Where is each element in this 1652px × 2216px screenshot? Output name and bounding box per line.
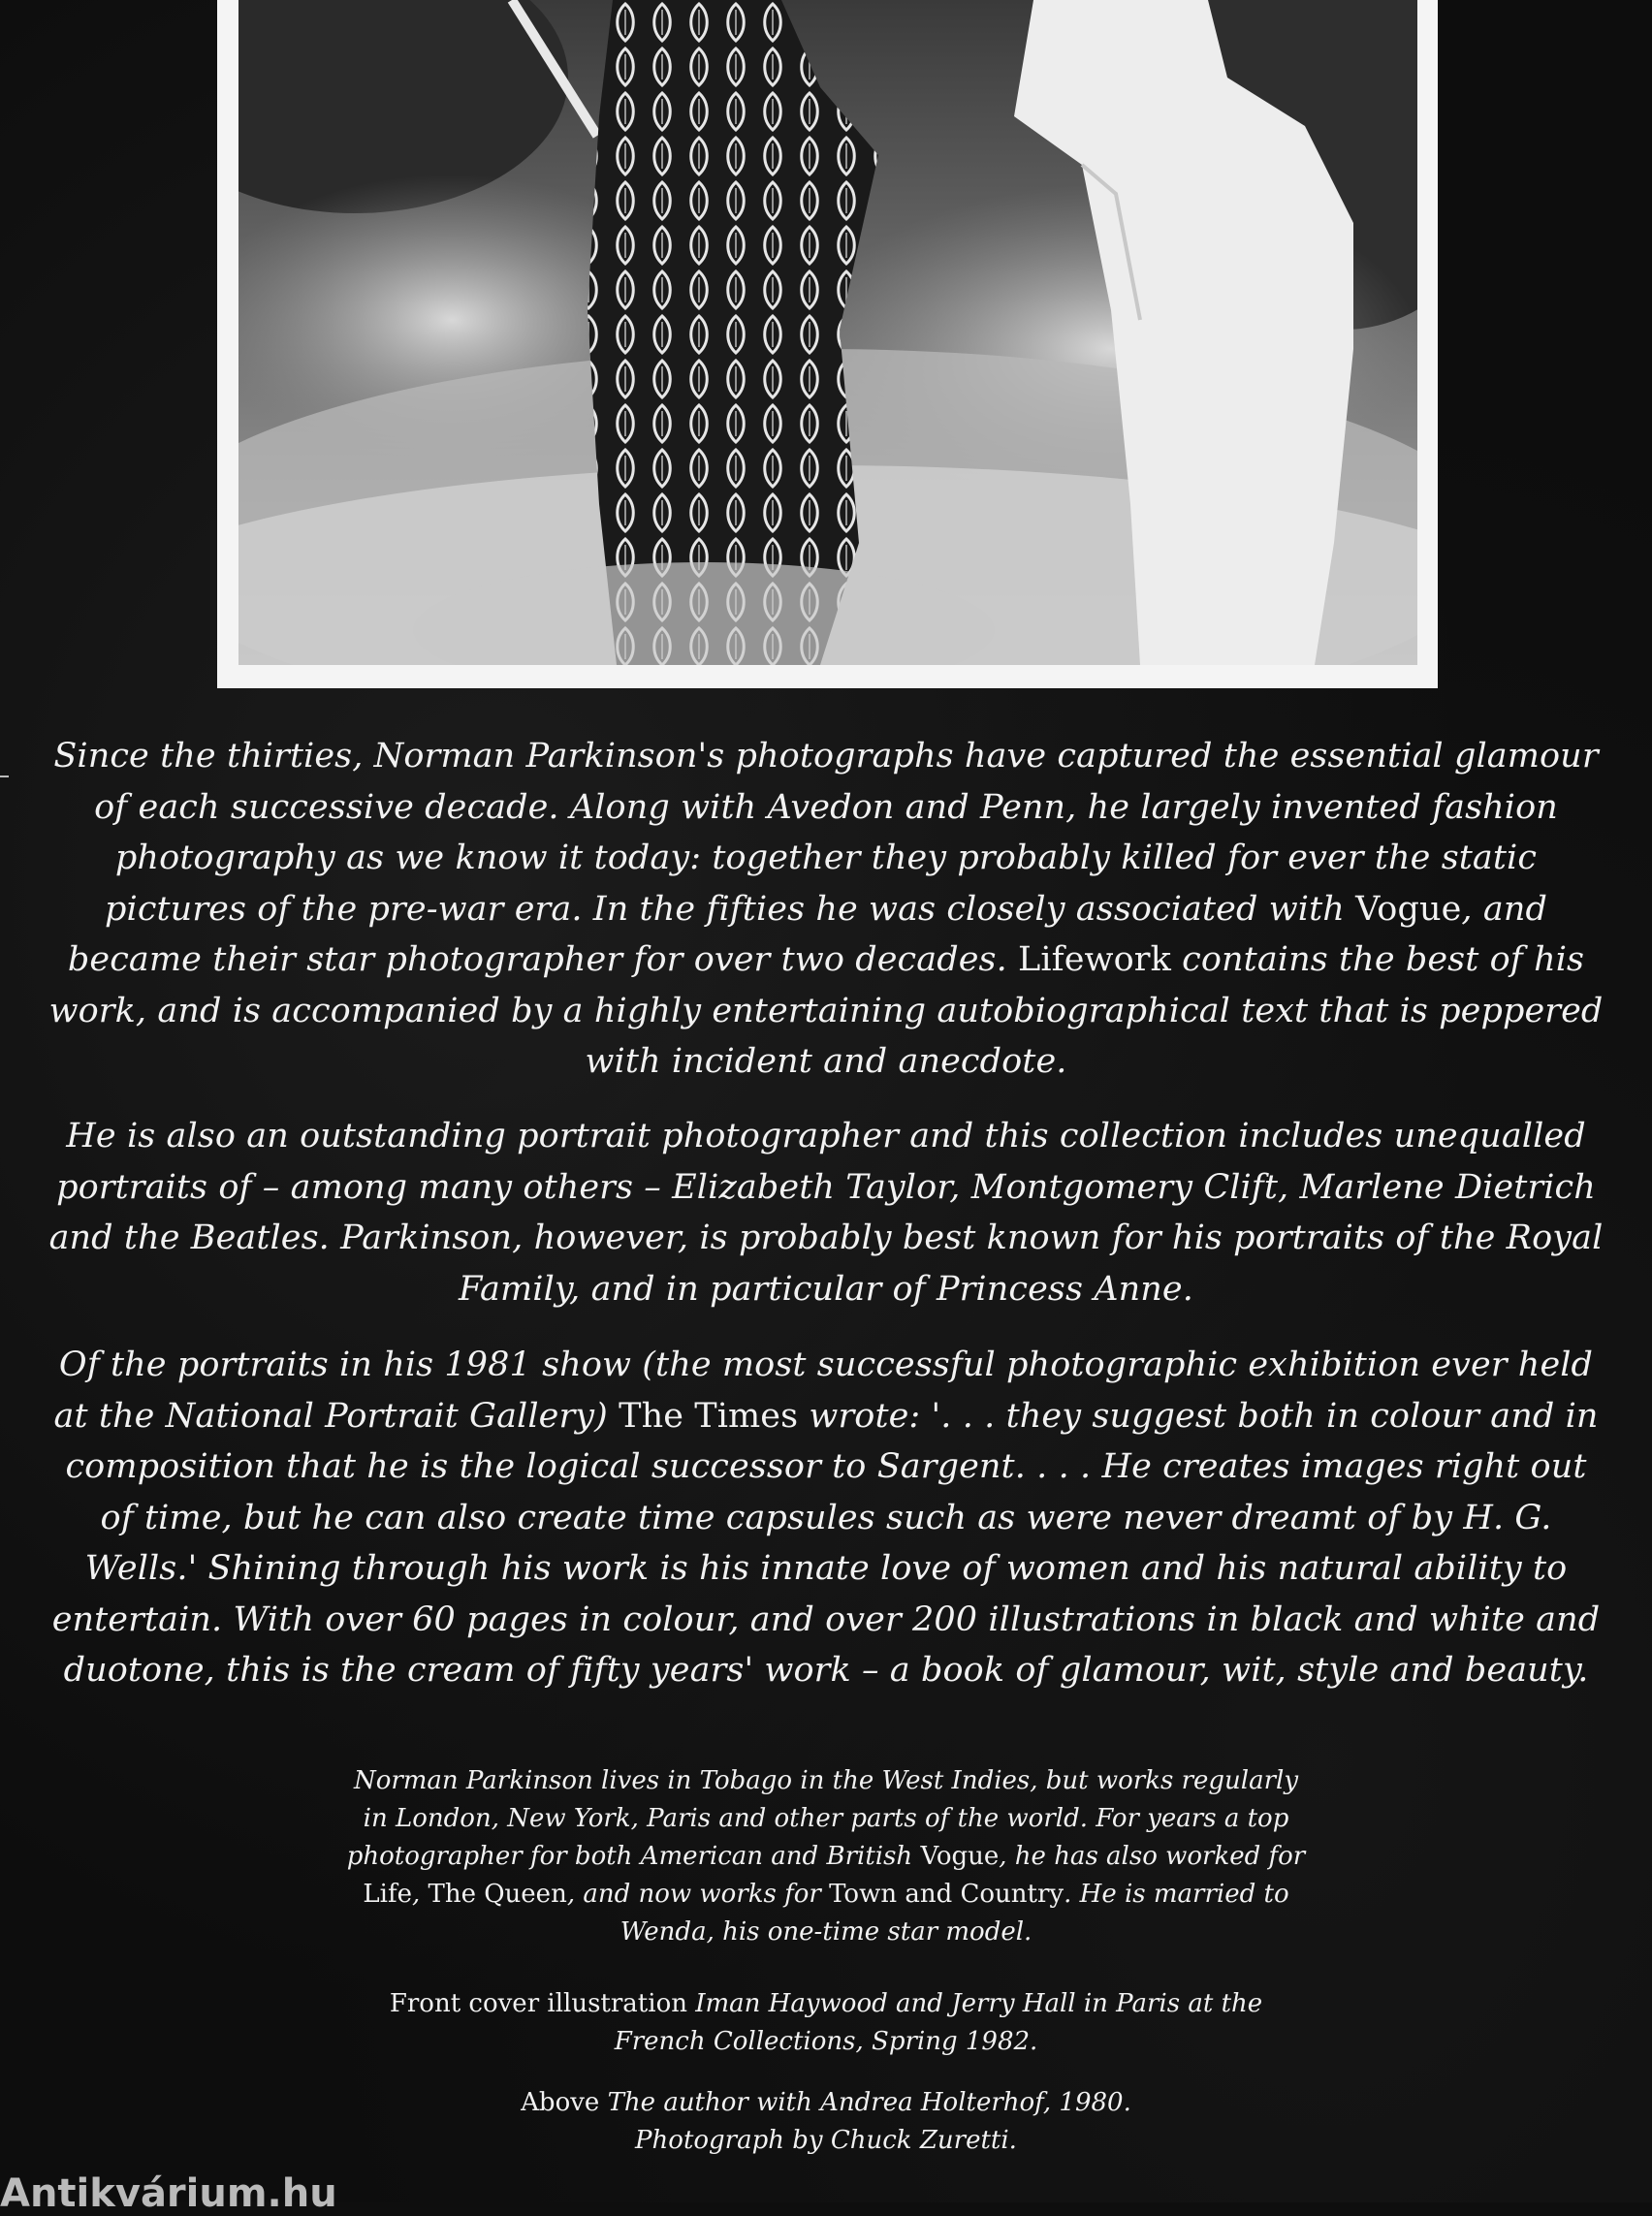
photograph-credit: Photograph by Chuck Zuretti. bbox=[635, 2126, 1017, 2155]
bio-text-d: , and now works for bbox=[566, 1880, 830, 1909]
bio-text-a: Norman Parkinson lives in Tobago in the West Indies, but works regularly in London, New York, Paris and other parts of the world. For years a top photographer for both American and British bbox=[346, 1766, 1299, 1871]
photo-frame bbox=[217, 0, 1438, 688]
cover-photograph bbox=[238, 0, 1417, 665]
bio-text-b: , he has also worked for bbox=[999, 1842, 1306, 1871]
blurb-paragraph-3 bbox=[47, 1340, 1605, 1696]
p1-text-a: Since the thirties, Norman Parkinson's photographs have captured the essential glamour of each successive decade. Along with Avedon and Penn, he largely invented fashion photography as we know it today: together they probably killed for ever the static pictures of the pre-war era. In the fifties he was closely associated with bbox=[53, 737, 1599, 929]
bio-vogue: Vogue bbox=[920, 1842, 1000, 1871]
p1-text-c: contains the best of his work, and is accompanied by a highly entertaining autobiographical text that is peppered with incident and anecdote. bbox=[48, 940, 1604, 1081]
bio-town-and-country: Town and Country bbox=[829, 1880, 1064, 1909]
author-bio bbox=[341, 1762, 1311, 1951]
above-label: Above bbox=[521, 2088, 600, 2117]
the-times-title: The Times bbox=[619, 1396, 799, 1436]
blurb-paragraph-1 bbox=[47, 731, 1605, 1088]
front-cover-credit bbox=[341, 1985, 1311, 2061]
bio-life: Life bbox=[363, 1880, 412, 1909]
p1-text-b: , and became their star photographer for over two decades. bbox=[67, 889, 1547, 979]
photograph-illustration bbox=[238, 0, 1417, 665]
p3-text-b: wrote: '. . . they suggest both in colour and in composition that he is the logical successor to Sargent. . . . He creates images right out of time, but he can also create time capsules such as were never dreamt of by H. G. Wells.' Shining through his work is his innate love of women and his natural ability to entertain. With over 60 pages in colour, and over 200 illustrations in black and white and duotone, this is the cream of fifty years' work – a book of glamour, wit, style and beauty. bbox=[51, 1396, 1601, 1690]
front-cover-label: Front cover illustration bbox=[389, 1989, 687, 2018]
edge-mark bbox=[0, 776, 9, 777]
bio-the-queen: The Queen bbox=[428, 1880, 567, 1909]
p2-text: He is also an outstanding portrait photographer and this collection includes unequalled portraits of – among many others – Elizabeth Taylor, Montgomery Clift, Marlene Dietrich and the Beatles. Parkinson, however, is probably best known for his portraits of the Royal Family, and in particular of Princess Anne. bbox=[48, 1117, 1604, 1309]
vogue-title: Vogue bbox=[1355, 889, 1462, 929]
above-photo-credit bbox=[341, 2084, 1311, 2160]
front-cover-text: Iman Haywood and Jerry Hall in Paris at the French Collections, Spring 1982. bbox=[614, 1989, 1263, 2056]
lifework-title: Lifework bbox=[1018, 940, 1171, 979]
blurb-paragraph-2 bbox=[47, 1111, 1605, 1314]
bio-text-e: . He is married to Wenda, his one-time star model. bbox=[620, 1880, 1289, 1947]
watermark: Antikvárium.hu bbox=[0, 2171, 337, 2216]
p3-text-a: Of the portraits in his 1981 show (the most successful photographic exhibition ever held at the National Portrait Gallery) bbox=[53, 1345, 1594, 1436]
bio-text-c: , bbox=[411, 1880, 429, 1909]
above-text: The author with Andrea Holterhof, 1980. bbox=[599, 2088, 1131, 2117]
